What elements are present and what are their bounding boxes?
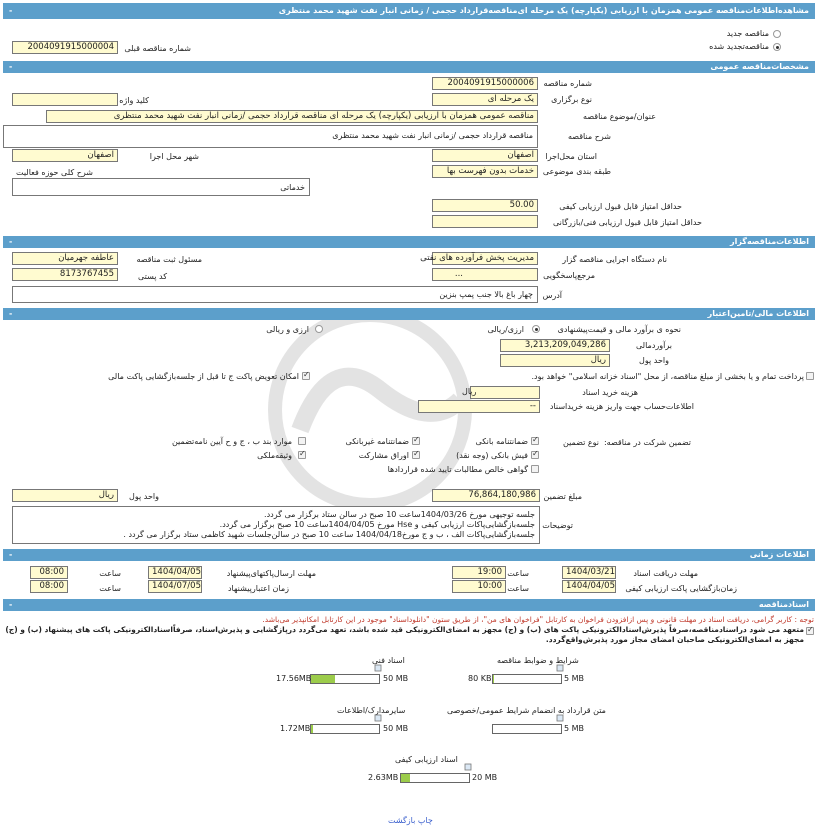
- treasury-checkbox[interactable]: [806, 372, 814, 380]
- notes-field[interactable]: [12, 506, 540, 544]
- reference-label: مرجع‌پاسخگویی: [543, 271, 595, 280]
- section-documents: اسنادمناقصه -: [3, 599, 815, 611]
- validity-time-field[interactable]: 08:00: [30, 580, 68, 593]
- collapse-dash[interactable]: -: [9, 62, 13, 71]
- province-field[interactable]: اصفهان: [432, 149, 538, 162]
- keyword-label: کلید واژه: [119, 96, 149, 105]
- file-progress-fill: [493, 675, 494, 683]
- send-date-field[interactable]: 1404/04/05: [148, 566, 202, 579]
- postal-code-field[interactable]: 8173767455: [12, 268, 118, 281]
- guarantee-currency-field[interactable]: ریال: [12, 489, 118, 502]
- guarantee-conditions-label: تضمین شرکت در مناقصه:: [603, 438, 691, 447]
- estimate-field[interactable]: 3,213,209,049,286: [500, 339, 610, 352]
- tender-description-field[interactable]: مناقصه قرارداد حجمی /زمانی انبار نفت شهید محمد منتظری: [3, 125, 538, 148]
- file-max-size: 20 MB: [472, 773, 498, 782]
- tender-subject-label: عنوان/موضوع مناقصه: [583, 112, 656, 121]
- file-title: شرایط و ضوابط مناقصه: [497, 656, 579, 665]
- print-back-link[interactable]: چاپ بازگشت: [388, 816, 433, 825]
- currency-label: واحد پول: [639, 356, 669, 365]
- organizer-name-field[interactable]: مدیریت پخش فرآورده های نفتی: [432, 252, 538, 265]
- file-max-size: 5 MB: [564, 674, 585, 683]
- file-progress: [400, 773, 470, 783]
- time-label: ساعت: [99, 569, 121, 578]
- file-progress-fill: [311, 675, 335, 683]
- registrar-label: مسئول ثبت مناقصه: [136, 255, 202, 264]
- g-partnership-checkbox[interactable]: [412, 451, 420, 459]
- account-label: اطلاعات‌حساب جهت واریز هزینه خریداسناد: [549, 402, 694, 411]
- min-quality-score-field[interactable]: 50.00: [432, 199, 538, 212]
- collapse-dash[interactable]: -: [9, 550, 13, 559]
- open-time-field[interactable]: 10:00: [452, 580, 506, 593]
- estimate-method-label: نحوه ی برآورد مالی و قیمت‌پیشنهادی: [557, 325, 681, 334]
- min-tech-score-field[interactable]: [432, 215, 538, 228]
- file-max-size: 5 MB: [564, 724, 585, 733]
- file-progress: [310, 674, 380, 684]
- estimate-label: برآوردمالی: [636, 341, 672, 350]
- g-claims-checkbox[interactable]: [531, 465, 539, 473]
- file-title: متن قرارداد به انضمام شرایط عمومی/خصوصی: [447, 706, 606, 715]
- address-label: آدرس: [542, 291, 562, 300]
- file-size: 80 KB: [468, 674, 492, 683]
- guarantee-type-label: نوع تضمین: [563, 438, 599, 447]
- activity-label: شرح کلی حوزه فعالیت: [16, 168, 93, 177]
- section-general: مشخصات‌مناقصه عمومی -: [3, 61, 815, 73]
- change-envelope-checkbox[interactable]: [302, 372, 310, 380]
- tender-number-field[interactable]: 2004091915000006: [432, 77, 538, 90]
- doc-cost-unit: ریال: [462, 387, 477, 396]
- new-tender-label: مناقصه جدید: [726, 29, 769, 38]
- file-size: 2.63MB: [368, 773, 399, 782]
- registrar-field[interactable]: عاطفه جهرمیان: [12, 252, 118, 265]
- receive-deadline-label: مهلت دریافت اسناد: [633, 569, 698, 578]
- reference-field[interactable]: ...: [432, 268, 538, 281]
- collapse-dash[interactable]: -: [9, 6, 13, 15]
- receive-date-field[interactable]: 1404/03/21: [562, 566, 616, 579]
- time-label: ساعت: [99, 584, 121, 593]
- file-progress: [492, 724, 562, 734]
- postal-code-label: کد پستی: [138, 272, 167, 281]
- send-time-field[interactable]: 08:00: [30, 566, 68, 579]
- treasury-note: پرداخت تمام و یا بخشی از مبلغ مناقصه، از محل "اسناد خزانه اسلامی" خواهد بود.: [531, 372, 804, 381]
- g-bond-label: موارد بند ب ، ج و ح آیین نامه‌تضمین: [171, 437, 292, 446]
- page-header: [3, 3, 815, 19]
- g-nonbank-label: ضمانتنامه غیربانکی: [345, 437, 409, 446]
- organizer-name-label: نام دستگاه اجرایی مناقصه گزار: [562, 255, 667, 264]
- guarantee-amount-field[interactable]: 76,864,180,986: [432, 489, 540, 502]
- activity-field[interactable]: خدماتی: [12, 178, 310, 196]
- account-field[interactable]: --: [418, 400, 540, 413]
- tender-number-label: شماره مناقصه: [543, 79, 592, 88]
- file-max-size: 50 MB: [383, 674, 409, 683]
- commitment-text: متعهد می شود دراسنادمناقصه،صرفاً پذیرش‌اسنادالکترونیکی پاکت های (ب) و (ج) مجهز به امضای‌الکترونیکی قید شده باشد، تعهد می‌گردد درپازگشایی و پذیرش‌اسناد، صرفاًاسنادالکترونیکی پاکت های پیشنهاد (ب) و (ج) مجهز به امضای‌الکترونیکی صاحبان امضای مجاز مورد پذیرش‌واقع‌گردد.: [5, 625, 804, 644]
- time-label: ساعت: [507, 584, 529, 593]
- renewed-tender-label: مناقصه‌تجدید شده: [709, 42, 769, 51]
- category-field[interactable]: خدمات بدون فهرست بها: [432, 165, 538, 178]
- validity-date-field[interactable]: 1404/07/05: [148, 580, 202, 593]
- download-icon[interactable]: [556, 664, 564, 672]
- file-size: 17.56MB: [276, 674, 312, 683]
- section-financial: اطلاعات مالی/تامین‌اعتبار -: [3, 308, 815, 320]
- g-nonbank-checkbox[interactable]: [412, 437, 420, 445]
- file-max-size: 50 MB: [383, 724, 409, 733]
- download-icon[interactable]: [464, 763, 472, 771]
- address-field[interactable]: چهار باغ بالا جنب پمپ بنزین: [12, 286, 538, 303]
- rial-radio[interactable]: [532, 325, 540, 333]
- doc-cost-label: هزینه خرید اسناد: [582, 388, 638, 397]
- section-organizer: اطلاعات‌مناقصه‌گزار -: [3, 236, 815, 248]
- min-quality-score-label: حداقل امتیاز قابل قبول ارزیابی کیفی: [559, 202, 682, 211]
- doc-cost-field[interactable]: [470, 386, 540, 399]
- section-timing: اطلاعات زمانی -: [3, 549, 815, 561]
- file-title: اسناد فنی: [372, 656, 405, 665]
- new-tender-radio[interactable]: [773, 30, 781, 38]
- holding-type-label: نوع برگزاری: [551, 95, 592, 104]
- rial-option-label: ارزی/ریالی: [487, 325, 524, 334]
- prev-tender-number-label: شماره مناقصه قبلی: [124, 44, 191, 53]
- g-bond-checkbox[interactable]: [298, 437, 306, 445]
- g-partnership-label: اوراق مشارکت: [358, 451, 409, 460]
- notes-label: توضیحات: [542, 521, 573, 530]
- city-field[interactable]: اصفهان: [12, 149, 118, 162]
- download-icon[interactable]: [556, 714, 564, 722]
- change-envelope-label: امکان تعویض پاکت ج تا قبل از جلسه‌بازگشایی پاکت مالی: [108, 372, 299, 381]
- g-check-checkbox[interactable]: [531, 451, 539, 459]
- tender-subject-field[interactable]: مناقصه عمومی همزمان با ارزیابی (یکپارچه) یک مرحله ای مناقصه قرارداد حجمی /زمانی انبار نفت شهید محمد منتظری: [46, 110, 538, 123]
- receive-time-field[interactable]: 19:00: [452, 566, 506, 579]
- commitment-checkbox[interactable]: [806, 627, 814, 635]
- fx-radio[interactable]: [315, 325, 323, 333]
- guarantee-amount-label: مبلغ تضمین: [543, 492, 582, 501]
- note-line: جلسه‌بازگشایی‌پاکات ارزیابی کیفی و Hse مورخ 1404/04/05ساعت 10 صبح برگزار می گردد.: [219, 520, 535, 529]
- g-bank-label: ضمانتنامه بانکی: [475, 437, 528, 446]
- g-claims-label: گواهی خالص مطالبات تایید شده قراردادها: [387, 465, 528, 474]
- file-title: اسناد ارزیابی کیفی: [395, 755, 458, 764]
- page-title: مشاهده‌اطلاعات‌مناقصه عمومی همزمان با ارزیابی (یکپارچه) یک مرحله ای‌مناقصه‌قرارداد حجمی / زمانی انبار نفت شهید محمد منتظری: [278, 6, 809, 15]
- note-line: جلسه توجیهی مورخ 1404/03/26ساعت 10 صبح در سالن ستاد برگزار می گردد.: [264, 510, 535, 519]
- file-progress-fill: [311, 725, 313, 733]
- note-line: جلسه‌بازگشایی‌پاکات الف ، ب و ج مورخ1404/04/18 ساعت 10 صبح در سالن‌جلسات شهید کاظمی ستاد برگزار می گردد .: [123, 530, 535, 539]
- city-label: شهر محل اجرا: [149, 152, 199, 161]
- renewed-tender-radio[interactable]: [773, 43, 781, 51]
- file-progress-fill: [401, 774, 410, 782]
- g-property-checkbox[interactable]: [298, 451, 306, 459]
- collapse-dash[interactable]: -: [9, 309, 13, 318]
- file-progress: [492, 674, 562, 684]
- download-icon[interactable]: [374, 714, 382, 722]
- send-deadline-label: مهلت ارسال‌پاکتهای‌پیشنهاد: [226, 569, 316, 578]
- file-size: 1.72MB: [280, 724, 311, 733]
- category-label: طبقه بندی موضوعی: [542, 167, 611, 176]
- validity-label: زمان اعتبار‌پیشنهاد: [227, 584, 289, 593]
- download-icon[interactable]: [374, 664, 382, 672]
- open-date-field[interactable]: 1404/04/05: [562, 580, 616, 593]
- collapse-dash[interactable]: -: [9, 600, 13, 609]
- collapse-dash[interactable]: -: [9, 237, 13, 246]
- file-progress: [310, 724, 380, 734]
- g-bank-checkbox[interactable]: [531, 437, 539, 445]
- g-property-label: وثیقه‌ملکی: [257, 451, 292, 460]
- g-check-label: فیش بانکی (وجه نقد): [456, 451, 528, 460]
- guarantee-currency-label: واحد پول: [129, 492, 159, 501]
- fx-option-label: ارزی و ریالی: [266, 325, 309, 334]
- keyword-field[interactable]: [12, 93, 118, 106]
- file-title: سایرمدارک/اطلاعات: [337, 706, 406, 715]
- open-label: زمان‌بازگشایی پاکت ارزیابی کیفی: [625, 584, 737, 593]
- tender-description-label: شرح مناقصه: [567, 132, 611, 141]
- province-label: استان محل‌اجرا: [545, 152, 597, 161]
- time-label: ساعت: [507, 569, 529, 578]
- min-tech-score-label: حداقل امتیاز قابل قبول ارزیابی فنی/بازرگانی: [553, 218, 702, 227]
- holding-type-field[interactable]: یک مرحله ای: [432, 93, 538, 106]
- currency-field[interactable]: ریال: [500, 354, 610, 367]
- prev-tender-number-field[interactable]: 2004091915000004: [12, 41, 118, 54]
- documents-notice: توجه : کاربر گرامی، دریافت اسناد در مهلت قانونی و پس ازافزودن فراخوان به کارتابل "فراخوان های من"، از طریق ستون "دانلوداسناد" موجود در این کارتابل امکانپذیر می‌باشد.: [262, 615, 814, 624]
